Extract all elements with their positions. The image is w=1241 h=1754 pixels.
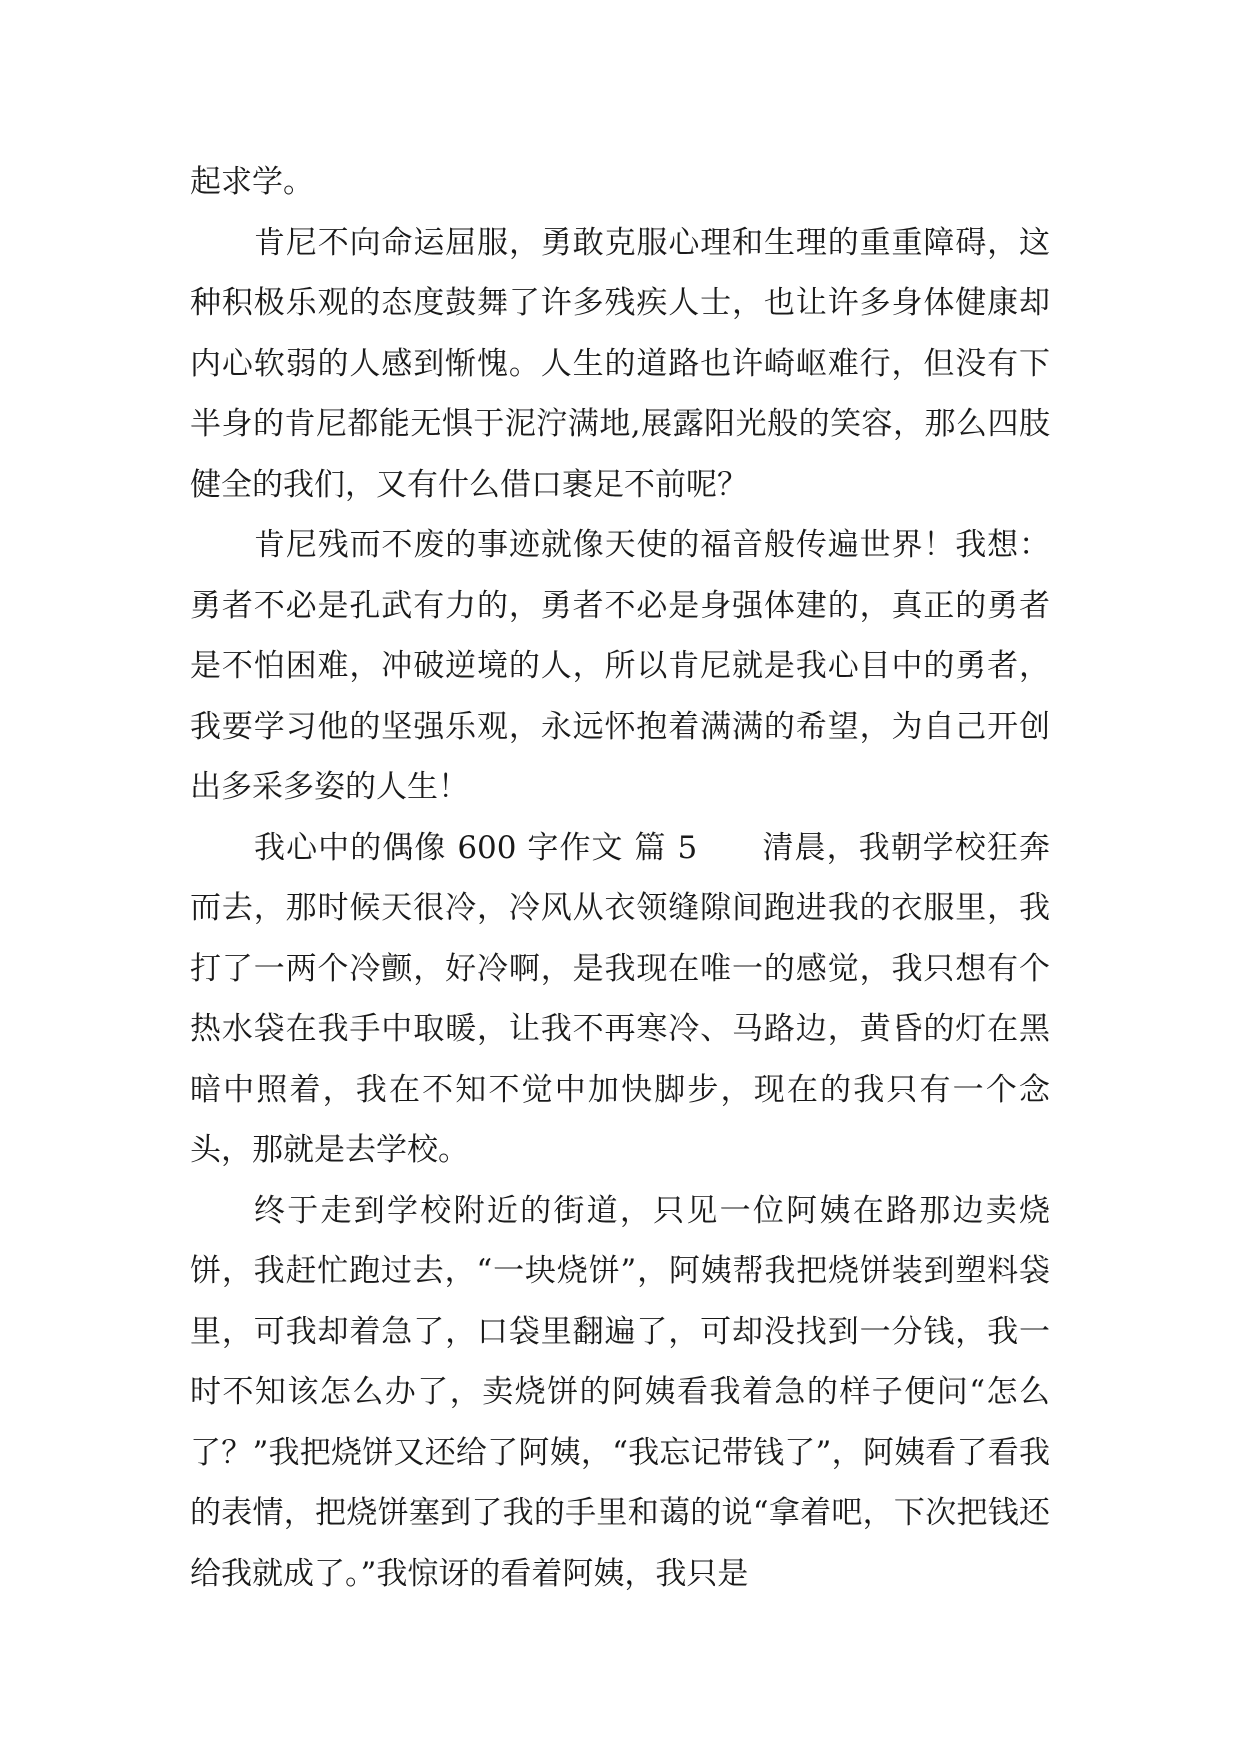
paragraph-continuation: 起求学。	[190, 164, 314, 200]
paragraph-street-vendor: 终于走到学校附近的街道，只见一位阿姨在路那边卖烧饼，我赶忙跑过去，“一块烧饼”，阿姨帮我把烧饼装到塑料袋里，可我却着急了，口袋里翻遍了，可却没找到一分钱，我一时不知该怎么办了，卖烧饼的阿姨看我着急的样子便问“怎么了？”我把烧饼又还给了阿姨，“我忘记带钱了”，阿姨看了看我的表情，把烧饼塞到了我的手里和蔼的说“拿着吧，下次把钱还给我就成了。”我惊讶的看着阿姨，我只是	[190, 1192, 1050, 1592]
paragraph-kenny-courage: 肯尼不向命运屈服，勇敢克服心理和生理的重重障碍，这种积极乐观的态度鼓舞了许多残疾人士，也让许多身体健康却内心软弱的人感到惭愧。人生的道路也许崎岖难行，但没有下半身的肯尼都能无惧于泥泞满地,展露阳光般的笑容，那么四肢健全的我们，又有什么借口裹足不前呢？	[190, 224, 1050, 503]
document-body	[190, 152, 1050, 1604]
paragraph-essay-5-start: 我心中的偶像 600 字作文 篇 5 清晨，我朝学校狂奔而去，那时候天很冷，冷风从衣领缝隙间跑进我的衣服里，我打了一两个冷颤，好冷啊，是我现在唯一的感觉，我只想有个热水袋在我手中取暖，让我不再寒冷、马路边，黄昏的灯在黑暗中照着，我在不知不觉中加快脚步，现在的我只有一个念头，那就是去学校。	[190, 829, 1050, 1168]
paragraph-kenny-hero: 肯尼残而不废的事迹就像天使的福音般传遍世界！我想：勇者不必是孔武有力的，勇者不必是身强体建的，真正的勇者是不怕困难，冲破逆境的人，所以肯尼就是我心目中的勇者，我要学习他的坚强乐观，永远怀抱着满满的希望，为自己开创出多采多姿的人生！	[190, 527, 1050, 805]
